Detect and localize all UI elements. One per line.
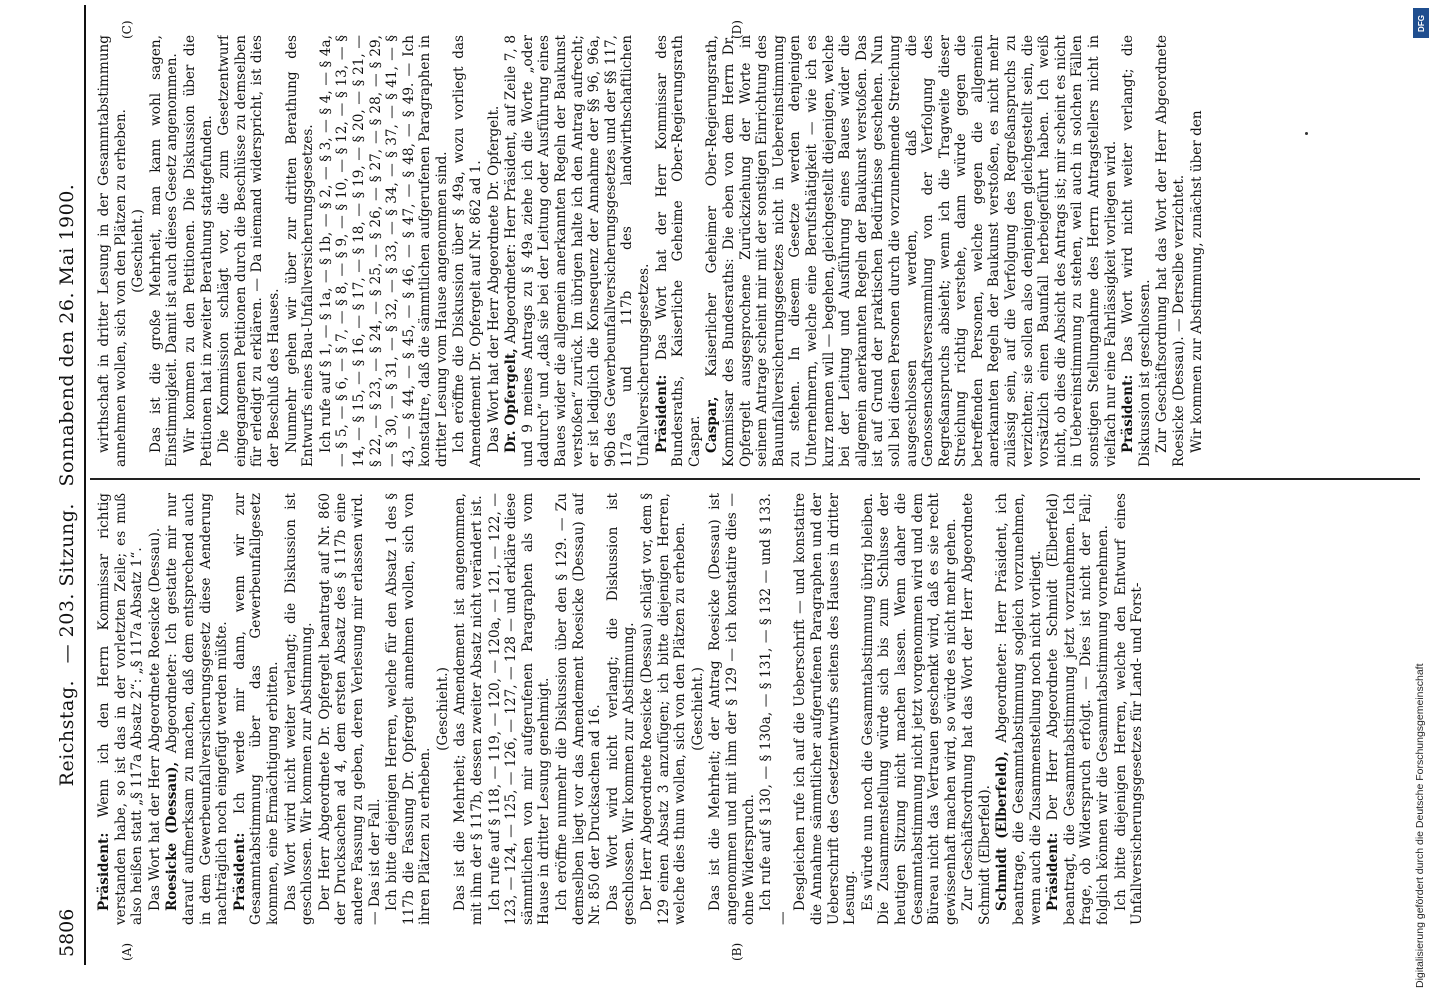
paragraph xyxy=(654,35,704,467)
paragraph xyxy=(707,493,757,925)
paragraph-text: Das ist die große Mehrheit, man kann wohl sagen, Einstimmigkeit. Damit ist auch dieses Gesetz angenommen. xyxy=(147,35,181,467)
speaker-name: Caspar, xyxy=(704,396,721,453)
paragraph xyxy=(792,493,858,925)
paragraph-text: Ich rufe auf § 130, — § 130a, — § 131, — § 132 — und § 133. — xyxy=(758,493,791,925)
column-divider xyxy=(90,478,1420,480)
paragraph xyxy=(704,35,1119,467)
paragraph xyxy=(960,493,993,925)
paragraph xyxy=(283,493,316,925)
paragraph xyxy=(605,493,638,925)
scan-speck xyxy=(1305,132,1308,135)
paragraph xyxy=(487,493,553,925)
paragraph-text: Der Herr Abgeordnete Roesicke (Dessau) schlägt vor, dem § 129 einen Absatz 3 anzufügen; ich bitte diejenigen Herren, welche dies thun wollen, sich von den Plätzen zu erheben. xyxy=(639,493,689,925)
paragraph-text: Abgeordneter: Herr Präsident, ich beantrage, die Gesammtabstimmung sogleich vorzunehmen, wenn auch die Zusammenstellung noch nicht vorliegt. xyxy=(994,493,1044,925)
speaker-name: Präsident: xyxy=(1120,374,1137,453)
paragraph-text: Ich bitte diejenigen Herren, welche für den Absatz 1 des § 117b die Fassung Dr. Opfergelt annehmen wollen, sich von ihren Plätzen zu erheben. xyxy=(384,493,434,925)
paragraph xyxy=(147,493,164,925)
paragraph xyxy=(232,493,282,925)
paragraph-text: Zur Geschäftsordnung hat das Wort der Herr Abgeordnete Roesicke (Dessau). — Derselbe verzichtet. xyxy=(1154,35,1187,467)
paragraph xyxy=(164,493,230,925)
paragraph-text: Das Wort hat der Herr Kommissar des Bundesraths, Kaiserliche Geheime Ober-Regierungsrath Caspar. xyxy=(653,35,703,467)
paragraph xyxy=(317,493,383,925)
paragraph-text: Ich bitte diejenigen Herren, welche den Entwurf eines Unfallversicherungsgesetzes für Land- und Forst- xyxy=(1112,493,1146,925)
paragraph-text: Abgeordneter: Ich gestatte mir nur darauf aufmerksam zu machen, daß dem entsprechend auch in dem Gewerbeunfallversicherungsgesetz diese Aenderung nachträglich noch eingefügt werden müßte. xyxy=(164,493,231,925)
stage-direction: (Geschieht.) xyxy=(689,667,706,751)
paragraph xyxy=(384,493,434,925)
paragraph-text: Ich eröffne nunmehr die Diskussion über den § 129. — Zu demselben liegt vor das Amendement Roesicke (Dessau) auf Nr. 850 der Drucksachen ad 16. xyxy=(554,493,604,925)
speaker-name: Roesicke (Dessau), xyxy=(164,761,181,911)
paragraph xyxy=(1120,35,1153,467)
running-head-session: — 203. Sitzung. xyxy=(56,503,78,664)
paragraph-text: Kaiserlicher Geheimer Ober-Regierungsrath, Kommissar des Bundesraths: Die eben von dem Herrn Dr. Opfergelt ausgesprochene Zurückziehung der Worte in seinem Antrage scheint mir mit der sonstigen Einrichtung des Bauunfallversicherungsgesetzes nicht in Uebereinstimmung zu stehen. In diesem Gesetze werden denjenigen Unternehmern, welche eine Berufsthätigkeit — wie ich es kurz nennen will — begehen, gleichgestellt diejenigen, welche bei der Leitung und Ausführung eines Baues wider die allgemein anerkannten Regeln der Baukunst verstoßen. Das ist auf Grund der praktischen Bedürfnisse geschehen. Nun soll bei diesen Personen durch die vorzunehmende Streichung ausgeschlossen werden, daß die Genossenschaftsversammlung von der Verfolgung des Regreßanspruchs absieht; wenn ich die Tragweite dieser Streichung richtig verstehe, dann würde gegen die betreffenden Personen, welche gegen die allgemein anerkannten Regeln der Baukunst verstoßen, es nicht mehr zulässig sein, auf die Verfolgung des Regreßanspruchs zu verzichten; sie sollen also denjenigen gleichgestellt sein, die vorsätzlich einen Baunfall herbeigeführt haben. Ich weiß nicht, ob dies die Absicht des Antrags ist; mir scheint es nicht in Uebereinstimmung zu stehen, weil auch in solchen Fällen sonstigen Stellungnahme des Herrn Antragstellers nicht in vielfach nur eine Fahrlässigkeit vorliegen wird. xyxy=(704,35,1119,467)
speaker-name: Schmidt (Elberfeld), xyxy=(994,751,1011,911)
paragraph xyxy=(96,35,129,467)
digitization-note: Digitalisierung gefördert durch die Deutsche Forschungsgemeinschaft xyxy=(1414,663,1426,988)
paragraph-text: Ich rufe auf § 118, — 119, — 120, — 120a, — 121, — 122, — 123, — 124, — 125, — 126, — 127, — 128 — und erkläre diese sämmtlichen von mir aufgerufenen Paragraphen als vom Hause in dritter Lesung genehmigt. xyxy=(486,493,553,925)
running-head-title: Reichstag. xyxy=(56,679,78,787)
stage-direction: (Geschieht.) xyxy=(434,667,451,751)
paragraph xyxy=(452,493,485,925)
paragraph-text: Der Herr Abgeordnete Schmidt (Elberfeld) beantragt, die Gesammtabstimmung jetzt vorzunehmen. Ich frage, ob Widerspruch erfolgt. — Dies ist nicht der Fall; folglich können wir die Gesammtabstimmung vornehmen. xyxy=(1045,493,1112,925)
margin-mark-b: (B) xyxy=(730,942,744,961)
paragraph xyxy=(318,35,451,467)
document-page xyxy=(50,5,1430,965)
paragraph-text: Desgleichen rufe ich auf die Ueberschrift — und konstatire die Annahme sämmtlicher aufgerufenen Paragraphen und der Ueberschrift des Gesetzentwurfs seitens des Hauses in dritter Lesung. xyxy=(792,493,859,925)
paragraph-text: Zur Geschäftsordnung hat das Wort der Herr Abgeordnete Schmidt (Elberfeld). xyxy=(960,493,993,925)
paragraph-text: Ich eröffne die Diskussion über § 49a, wozu vorliegt das Amendement Dr. Opfergelt auf Nr. 862 ad 1. xyxy=(451,35,485,467)
paragraph xyxy=(284,35,317,467)
dfg-logo: DFG xyxy=(1413,8,1429,38)
paragraph xyxy=(216,35,282,467)
paragraph-text: Wenn ich den Herrn Kommissar richtig verstanden habe, so ist das in der vorletzten Zeile; es muß also heißen statt „§ 117a Absatz 2“: „§ 117a Absatz 1“. xyxy=(96,493,146,925)
paragraph-text: Abgeordneter: Herr Präsident, auf Zeile 7, 8 und 9 meines Antrags zu § 49a ziehe ich die Worte „oder dadurch“ und „daß sie bei der Leitung oder Ausführung eines Baues wider die allgemein anerkannten Regeln der Baukunst verstoßen“ zurück. Im übrigen halte ich den Antrag aufrecht; er ist lediglich die Konsequenz der Annahme der §§ 96, 96a, 96b des Gewerbeunfallversicherungsgesetzes und der §§ 117, 117a und 117b des landwirthschaftlichen Unfallversicherungsgesetzes. xyxy=(503,35,652,467)
speaker-name: Präsident: xyxy=(653,374,670,453)
margin-mark-a: (A) xyxy=(120,942,134,961)
left-text-column xyxy=(96,493,1421,925)
running-head xyxy=(50,5,84,965)
paragraph-text: Das Wort wird nicht verlangt; die Diskussion ist geschlossen. Wir kommen zur Abstimmung. xyxy=(604,493,638,925)
paragraph-text: wirthschaft in dritter Lesung in der Gesammtabstimmung annehmen wollen, sich von den Plätzen zu erheben. xyxy=(96,35,129,467)
paragraph xyxy=(1113,493,1146,925)
paragraph-text: Das Wort hat der Herr Abgeordnete Roesicke (Dessau). xyxy=(146,527,163,911)
paragraph xyxy=(503,35,652,467)
speaker-name: Präsident: xyxy=(96,832,112,911)
speaker-name: Präsident: xyxy=(1045,832,1062,911)
paragraph xyxy=(758,493,791,925)
stage-direction: (Geschieht.) xyxy=(130,209,147,293)
running-head-date: Sonnabend den 26. Mai 1900. xyxy=(56,183,78,487)
paragraph xyxy=(1189,35,1206,467)
paragraph xyxy=(451,35,484,467)
page-number: 5806 xyxy=(56,908,78,957)
paragraph-text: Das Wort wird nicht weiter verlangt; die Diskussion ist geschlossen. xyxy=(1120,35,1153,467)
paragraph-text: Der Herr Abgeordnete Dr. Opfergelt beantragt auf Nr. 860 der Drucksachen ad 4, dem ersten Absatz des § 117b eine andere Fassung zu geben, deren Verlesung mir erlassen wird. — Das ist der Fall. xyxy=(316,493,383,925)
right-text-column xyxy=(96,35,1421,467)
paragraph xyxy=(994,493,1044,925)
margin-mark-d: (D) xyxy=(730,20,744,39)
paragraph-text: Es würde nun noch die Gesammtabstimmung übrig bleiben. Die Zusammenstellung würde sich bis zum Schlusse der heutigen Sitzung nicht machen lassen. Wenn daher die Gesammtabstimmung nicht jetzt vorgenommen wird und dem Büreau nicht das Vertrauen geschenkt wird, daß es sie recht gewissenhaft machen wird, so würde es nicht mehr gehen. xyxy=(859,493,959,925)
paragraph xyxy=(1154,35,1187,467)
paragraph-text: Wir kommen zur Abstimmung, zunächst über den xyxy=(1188,110,1205,453)
paragraph xyxy=(182,35,215,467)
paragraph-text: Das Wort wird nicht weiter verlangt; die Diskussion ist geschlossen. Wir kommen zur Abstimmung. xyxy=(282,493,316,925)
paragraph-text: Ich rufe auf § 1, — § 1a, — § 1b, — § 2, — § 3, — § 4, — § 4a, — § 5, — § 6, — § 7, — § 8, — § 9, — § 10, — § 12, — § 13, — § 14, — § 15, — § 16, — § 17, — § 18, — § 19, — § 20, — § 21, — § 22, — § 23, — § 24, — § 25, — § 26, — § 27, — § 28, — § 29, — § 30, — § 31, — § 32, — § 33, — § 34, — § 37, — § 41, — § 43, — § 44, — § 45, — § 46, — § 47, — § 48, — § 49. — Ich konstatire, daß die sämmtlichen aufgerufenen Paragraphen in dritter Lesung vom Hause angenommen sind. xyxy=(317,35,450,467)
speaker-name: Dr. Opfergelt, xyxy=(503,348,520,453)
paragraph xyxy=(554,493,604,925)
paragraph-text: Das ist die Mehrheit; das Amendement ist angenommen, mit ihm der § 117b, dessen zweiter Absatz nicht verändert ist. xyxy=(452,493,486,925)
paragraph-text: Die Kommission schlägt vor, die zum Gesetzentwurf eingegangenen Petitionen durch die Beschlüsse zu demselben für erledigt zu erklären. — Da niemand widerspricht, ist dies der Beschluß des Hauses. xyxy=(216,35,282,467)
paragraph-text: Das ist die Mehrheit; der Antrag Roesicke (Dessau) ist angenommen und mit ihm der § 129 — ich konstatire dies — ohne Widerspruch. xyxy=(707,493,757,925)
speaker-name: Präsident: xyxy=(231,832,248,911)
paragraph-text: Wir kommen zu den Petitionen. Die Diskussion über die Petitionen hat in zweiter Berathung stattgefunden. xyxy=(181,35,215,467)
paragraph xyxy=(1045,493,1111,925)
paragraph-text: Ich werde mir dann, wenn wir zur Gesammtabstimmung über das Gewerbeunfallgesetz kommen, eine Ermächtigung erbitten. xyxy=(231,493,281,925)
paragraph-text: Nunmehr gehen wir über zur dritten Berathung des Entwurfs eines Bau-Unfallversicherungsgesetzes. xyxy=(283,35,317,467)
page-header xyxy=(50,5,86,965)
paragraph xyxy=(486,35,503,467)
margin-mark-c: (C) xyxy=(120,20,134,39)
paragraph xyxy=(860,493,960,925)
paragraph xyxy=(96,493,146,925)
paragraph xyxy=(639,493,689,925)
paragraph xyxy=(148,35,181,467)
paragraph-text: Das Wort hat der Herr Abgeordnete Dr. Opfergelt. xyxy=(485,105,502,453)
